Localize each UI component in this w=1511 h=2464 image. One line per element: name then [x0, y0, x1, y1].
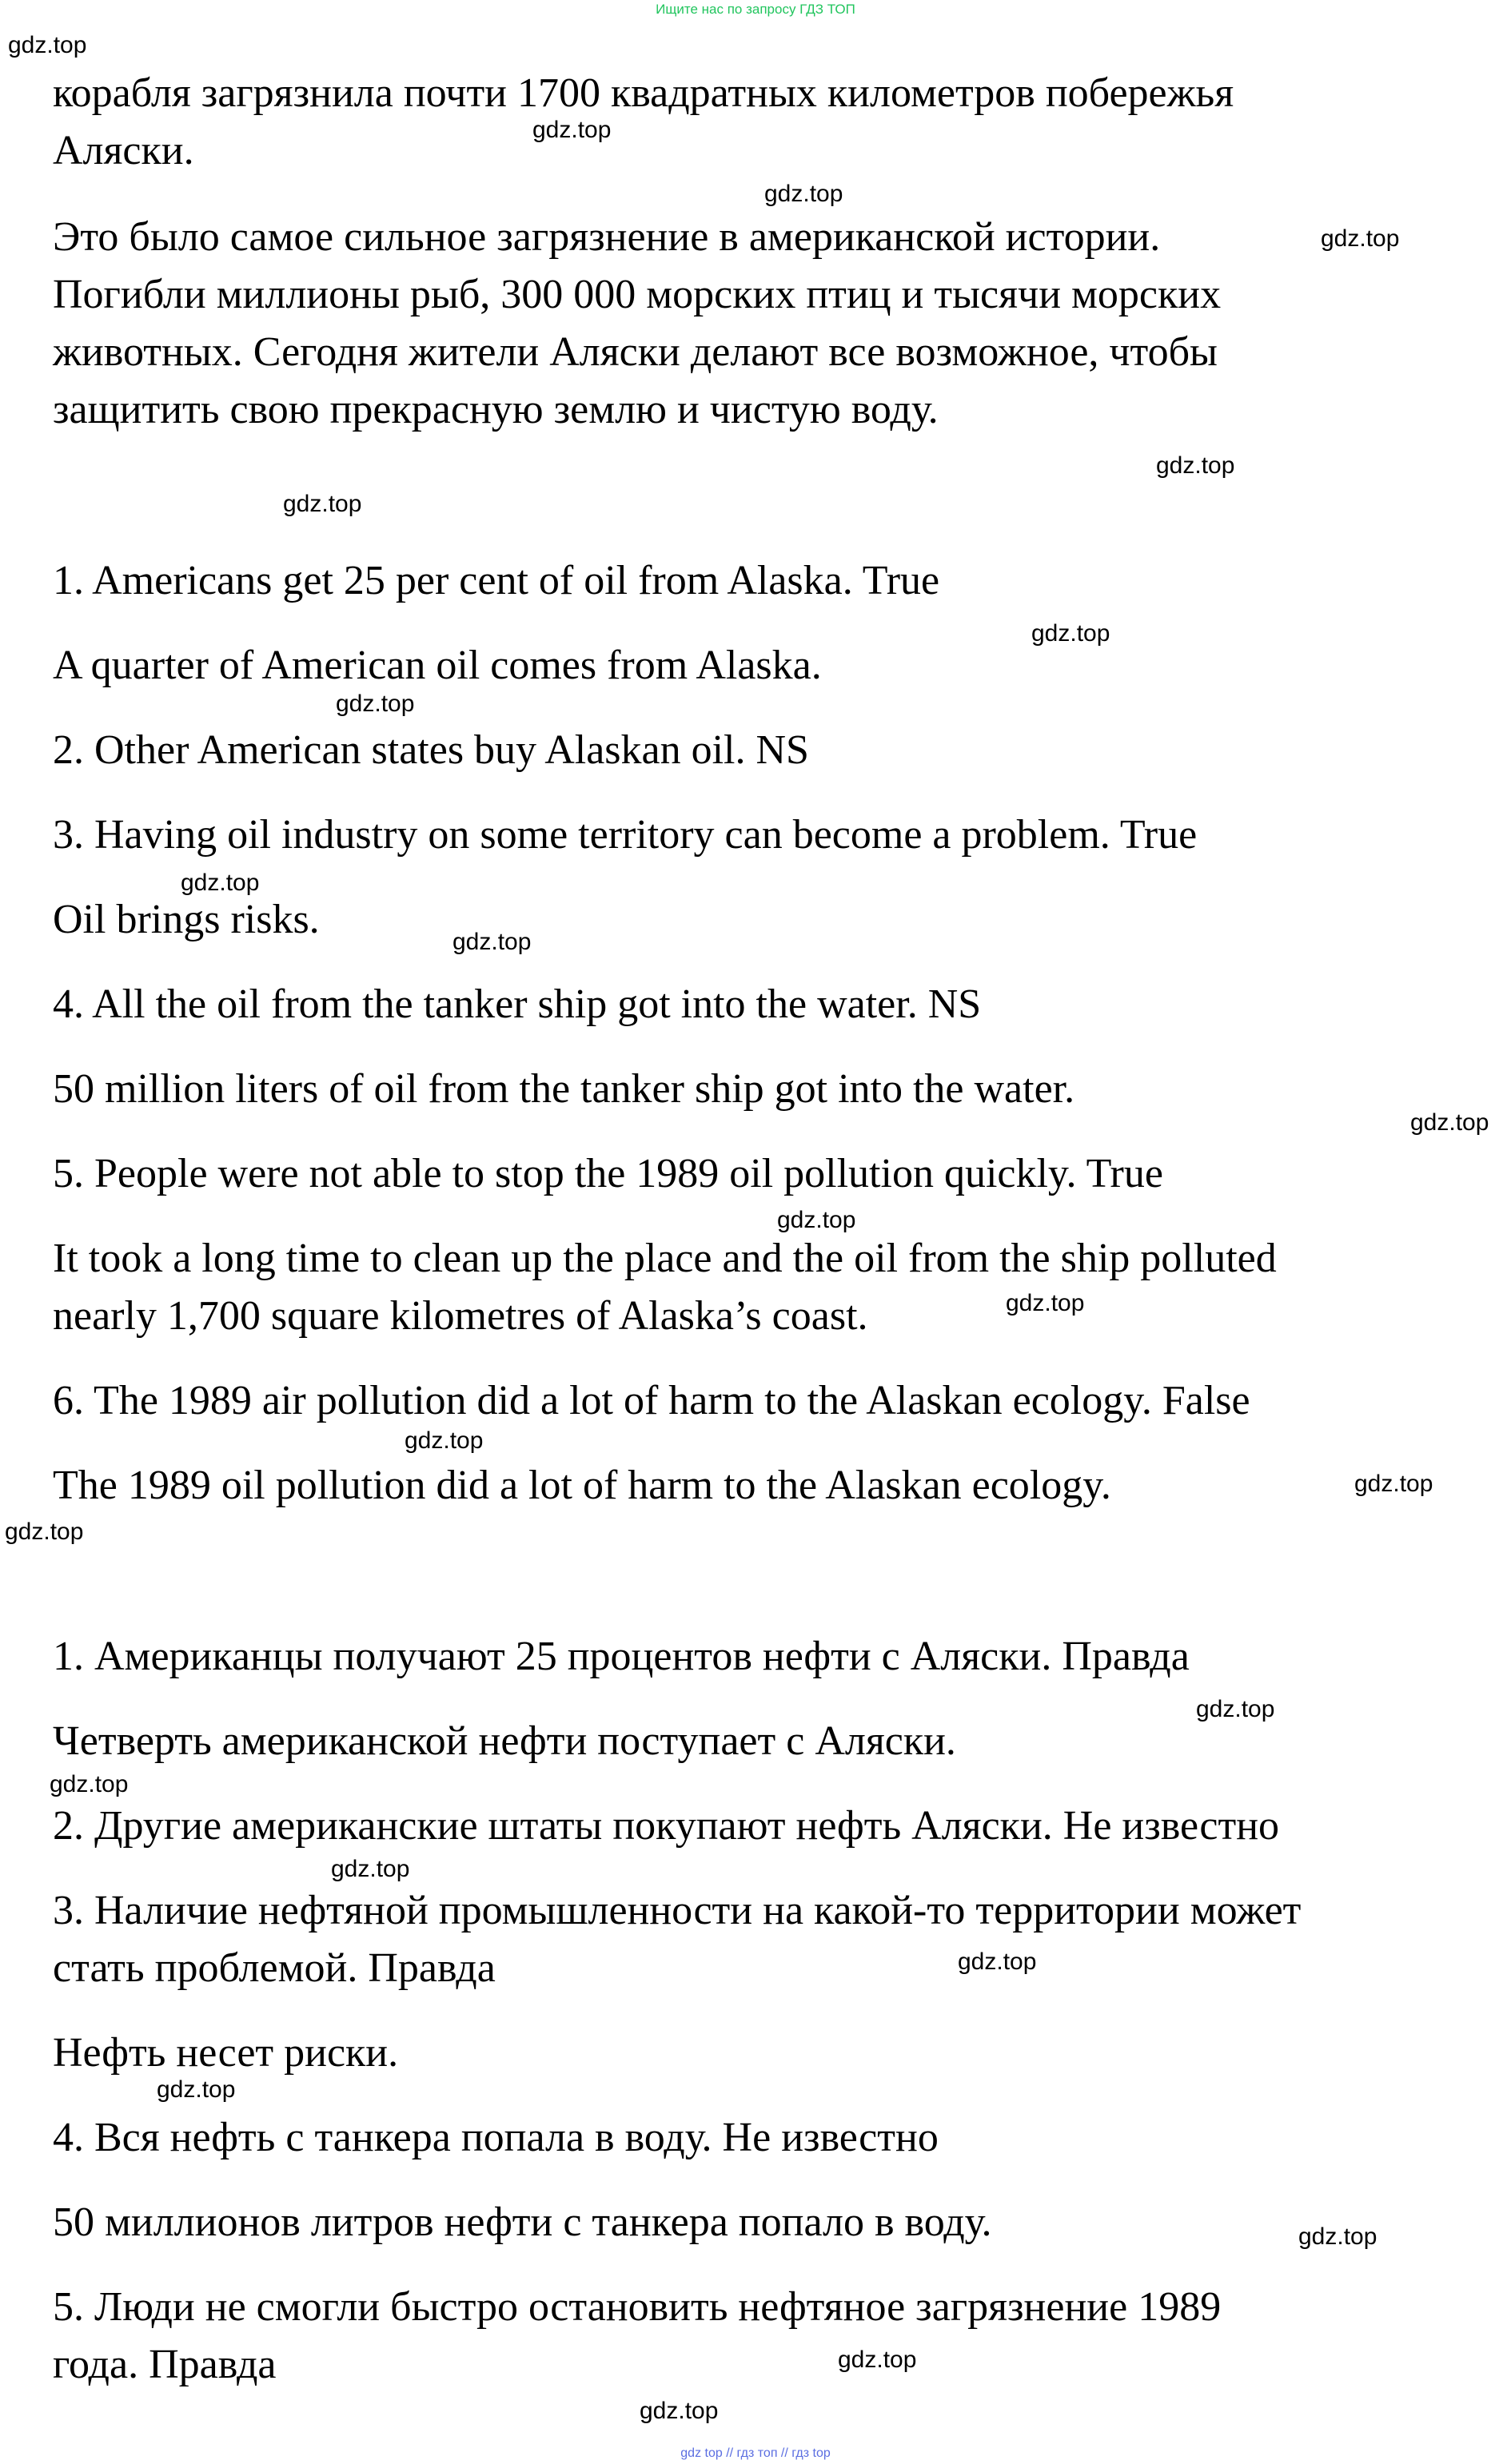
intro-line-2: Аляски.: [53, 128, 194, 173]
watermark: gdz.top: [640, 2398, 719, 2424]
watermark: gdz.top: [777, 1207, 856, 1233]
answer-ru-1: 1. Американцы получают 25 процентов нефти с Аляски. Правда: [53, 1634, 1190, 1679]
watermark: gdz.top: [1354, 1471, 1433, 1497]
watermark: gdz.top: [157, 2076, 236, 2103]
watermark: gdz.top: [1031, 620, 1110, 647]
watermark: gdz.top: [50, 1771, 129, 1797]
answer-en-7: 50 million liters of oil from the tanker ship got into the water.: [53, 1066, 1075, 1112]
answer-en-1: 1. Americans get 25 per cent of oil from Alaska. True: [53, 558, 940, 603]
answer-ru-4: 3. Наличие нефтяной промышленности на какой-то территории может: [53, 1888, 1302, 1933]
watermark: gdz.top: [958, 1949, 1037, 1975]
watermark: gdz.top: [1410, 1109, 1489, 1136]
answer-ru-3: 2. Другие американские штаты покупают нефть Аляски. Не известно: [53, 1803, 1280, 1849]
answer-ru-6: Нефть несет риски.: [53, 2030, 399, 2076]
watermark: gdz.top: [1196, 1696, 1275, 1722]
answer-en-8: 5. People were not able to stop the 1989 oil pollution quickly. True: [53, 1151, 1163, 1196]
intro-line-1: корабля загрязнила почти 1700 квадратных километров побережья: [53, 70, 1234, 116]
watermark: gdz.top: [532, 117, 612, 143]
intro-line-5: животных. Сегодня жители Аляски делают все возможное, чтобы: [53, 329, 1218, 375]
answer-en-4: 3. Having oil industry on some territory can become a problem. True: [53, 812, 1198, 858]
answer-en-11: 6. The 1989 air pollution did a lot of harm to the Alaskan ecology. False: [53, 1378, 1250, 1423]
watermark: gdz.top: [181, 870, 260, 896]
answer-en-9: It took a long time to clean up the place and the oil from the ship polluted: [53, 1236, 1277, 1281]
watermark: gdz.top: [764, 181, 843, 207]
answer-en-6: 4. All the oil from the tanker ship got into the water. NS: [53, 981, 982, 1027]
answer-ru-8: 50 миллионов литров нефти с танкера попало в воду.: [53, 2199, 992, 2245]
watermark: gdz.top: [283, 491, 362, 517]
answer-en-3: 2. Other American states buy Alaskan oil. NS: [53, 727, 809, 773]
answer-en-5: Oil brings risks.: [53, 897, 320, 942]
intro-line-3: Это было самое сильное загрязнение в американской истории.: [53, 214, 1161, 260]
watermark: gdz.top: [1006, 1290, 1085, 1316]
intro-line-4: Погибли миллионы рыб, 300 000 морских птиц и тысячи морских: [53, 272, 1222, 317]
watermark: gdz.top: [1156, 452, 1235, 479]
watermark: gdz.top: [838, 2347, 917, 2373]
answer-ru-9: 5. Люди не смогли быстро остановить нефтяное загрязнение 1989: [53, 2284, 1222, 2330]
watermark: gdz.top: [1321, 225, 1400, 252]
answer-en-12: The 1989 oil pollution did a lot of harm to the Alaskan ecology.: [53, 1463, 1111, 1508]
watermark: gdz.top: [8, 32, 87, 58]
watermark: gdz.top: [1298, 2223, 1377, 2250]
answer-ru-5: стать проблемой. Правда: [53, 1945, 496, 1991]
watermark: gdz.top: [5, 1519, 84, 1545]
watermark: gdz.top: [336, 691, 415, 717]
footer-links[interactable]: gdz top // гдз топ // гдз top: [680, 2446, 831, 2460]
answer-en-10: nearly 1,700 square kilometres of Alaska’s coast.: [53, 1293, 868, 1339]
answer-ru-2: Четверть американской нефти поступает с Аляски.: [53, 1718, 956, 1764]
header-search-hint[interactable]: Ищите нас по запросу ГДЗ ТОП: [656, 2, 855, 17]
answer-en-2: A quarter of American oil comes from Alaska.: [53, 643, 822, 688]
watermark: gdz.top: [405, 1427, 484, 1454]
answer-ru-10: года. Правда: [53, 2342, 277, 2387]
answer-ru-7: 4. Вся нефть с танкера попала в воду. Не известно: [53, 2115, 939, 2160]
watermark: gdz.top: [331, 1856, 410, 1882]
watermark: gdz.top: [453, 929, 532, 955]
intro-line-6: защитить свою прекрасную землю и чистую воду.: [53, 387, 939, 432]
